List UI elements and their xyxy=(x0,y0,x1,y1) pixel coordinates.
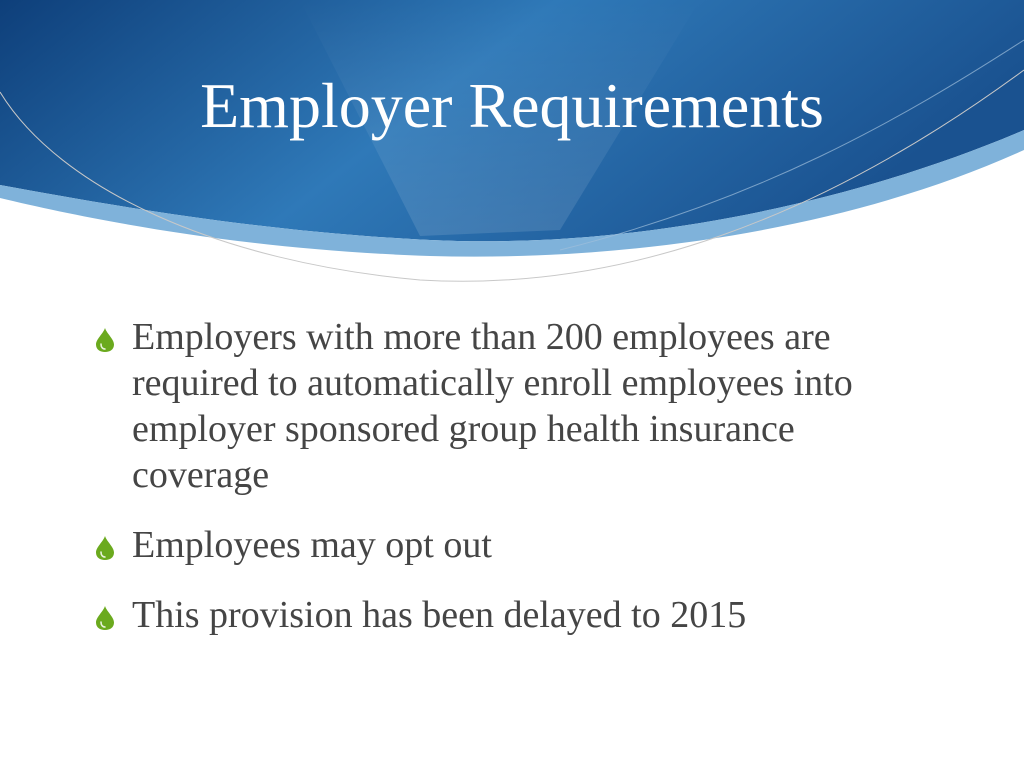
bullet-text: Employees may opt out xyxy=(132,524,492,566)
header-wave-background xyxy=(0,0,1024,300)
bullet-list xyxy=(92,314,912,662)
bullet-item xyxy=(92,314,912,498)
green-droplet-icon xyxy=(94,605,116,631)
bullet-item xyxy=(92,592,912,638)
green-droplet-icon xyxy=(94,535,116,561)
green-droplet-icon xyxy=(94,327,116,353)
slide-title: Employer Requirements xyxy=(200,70,824,141)
bullet-item xyxy=(92,522,912,568)
bullet-text: Employers with more than 200 employees are required to automatically enroll employees into employer sponsored group health insurance coverage xyxy=(132,316,853,496)
bullet-text: This provision has been delayed to 2015 xyxy=(132,594,747,636)
